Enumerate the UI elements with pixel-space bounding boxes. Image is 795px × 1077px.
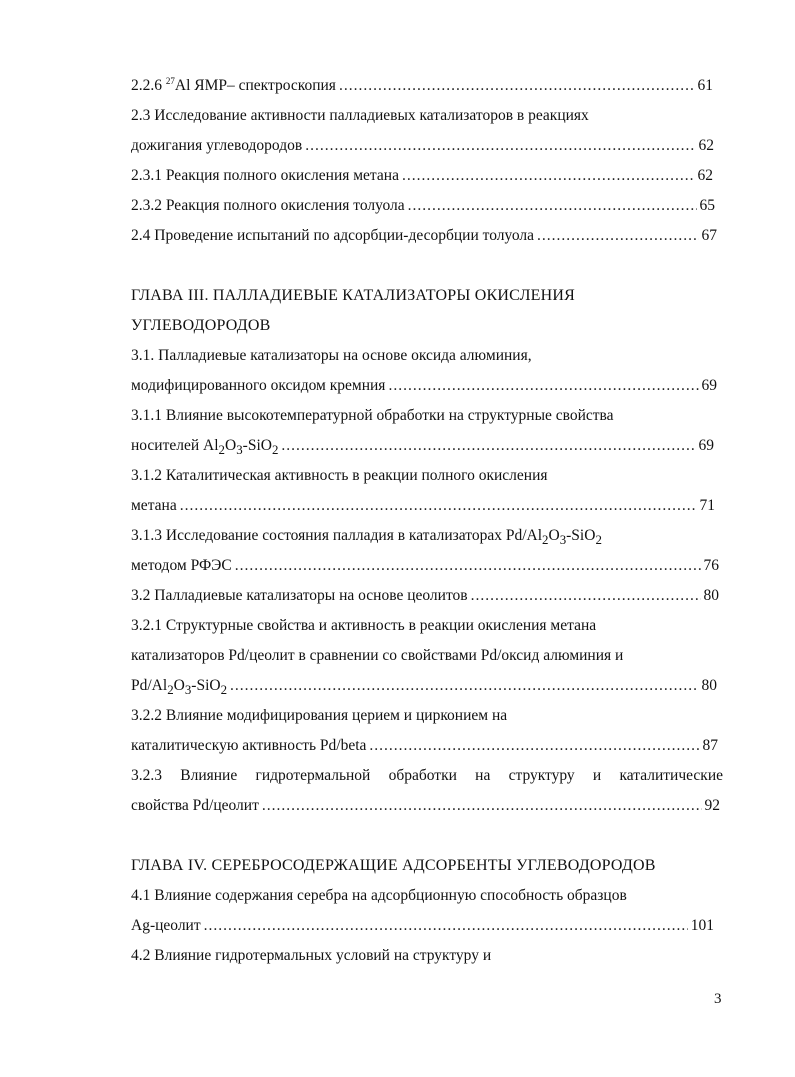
toc-entry-3-2-1	[131, 676, 717, 700]
toc-page-number: 61	[697, 77, 713, 94]
leader-dots	[204, 916, 688, 936]
leader-dots	[339, 76, 695, 96]
toc-entry-4-2-line1: 4.2 Влияние гидротермальных условий на структуру и	[131, 947, 492, 964]
chapter-3-heading-line1: ГЛАВА III. ПАЛЛАДИЕВЫЕ КАТАЛИЗАТОРЫ ОКИСЛЕНИЯ	[131, 287, 576, 304]
toc-page-number: 71	[699, 497, 715, 514]
leader-dots	[235, 556, 701, 576]
toc-entry-title: 2.3.2 Реакция полного окисления толуола	[131, 197, 405, 214]
leader-dots	[471, 586, 701, 606]
toc-entry-title: метана	[131, 497, 177, 514]
toc-entry-title: 3.2 Палладиевые катализаторы на основе цеолитов	[131, 587, 468, 604]
toc-entry-3-1-3-line1: 3.1.3 Исследование состояния палладия в катализаторах $Pd/Al_2O_3-SiO_2$	[131, 527, 602, 548]
toc-entry-3-2-2-line1: 3.2.2 Влияние модифицирования церием и цирконием на	[131, 707, 508, 724]
toc-entry-2-4	[131, 226, 717, 246]
leader-dots	[402, 166, 695, 186]
toc-page-number: 76	[703, 557, 719, 574]
toc-entry-3-2-2	[131, 736, 718, 756]
leader-dots	[388, 376, 698, 396]
toc-entry-title: свойства Pd/цеолит	[131, 797, 259, 814]
toc-entry-3-1-2-line1: 3.1.2 Каталитическая активность в реакции полного окисления	[131, 467, 548, 484]
page-number: 3	[714, 991, 722, 1007]
leader-dots	[408, 196, 697, 216]
toc-page-number: 87	[702, 737, 718, 754]
toc-entry-3-2-3-line1: 3.2.3 Влияние гидротермальной обработки на структуру и каталитические	[131, 767, 723, 784]
toc-entry-title: дожигания углеводородов	[131, 137, 303, 154]
toc-entry-title: 2.3.1 Реакция полного окисления метана	[131, 167, 399, 184]
toc-entry-3-1	[131, 376, 717, 396]
toc-page-number: 62	[698, 137, 714, 154]
toc-entry-2-2-6	[131, 76, 713, 96]
toc-entry-3-2-1-line1: 3.2.1 Структурные свойства и активность в реакции окисления метана	[131, 617, 597, 634]
toc-entry-3-1-3	[131, 556, 719, 576]
toc-entry-2-3-1	[131, 166, 713, 186]
toc-page-number: 92	[704, 797, 720, 814]
toc-entry-title: методом РФЭС	[131, 557, 232, 574]
toc-entry-3-1-1	[131, 436, 714, 460]
toc-page-number: 80	[701, 677, 717, 694]
toc-entry-3-1-line1: 3.1. Палладиевые катализаторы на основе оксида алюминия,	[131, 347, 532, 364]
leader-dots	[305, 136, 695, 156]
chapter-4-heading: ГЛАВА IV. СЕРЕБРОСОДЕРЖАЩИЕ АДСОРБЕНТЫ УГЛЕВОДОРОДОВ	[131, 857, 656, 874]
toc-page-number: 65	[699, 197, 715, 214]
toc-entry-title: модифицированного оксидом кремния	[131, 377, 386, 394]
toc-entry-3-2	[131, 586, 719, 606]
toc-entry-3-2-3	[131, 796, 720, 816]
toc-entry-2-3-2	[131, 196, 715, 216]
toc-entry-3-1-1-line1: 3.1.1 Влияние высокотемпературной обработки на структурные свойства	[131, 407, 614, 424]
leader-dots	[369, 736, 699, 756]
leader-dots	[180, 496, 697, 516]
toc-entry-title: каталитическую активность Pd/beta	[131, 737, 367, 754]
toc-page-number: 67	[701, 227, 717, 244]
chapter-3-heading-line2: УГЛЕВОДОРОДОВ	[131, 317, 271, 334]
toc-page-number: 101	[690, 917, 714, 934]
toc-entry-3-2-1-line2: катализаторов Pd/цеолит в сравнении со свойствами Pd/оксид алюминия и	[131, 647, 624, 664]
leader-dots	[230, 676, 698, 696]
toc-entry-4-1-line1: 4.1 Влияние содержания серебра на адсорбционную способность образцов	[131, 887, 627, 904]
toc-entry-3-1-2	[131, 496, 715, 516]
toc-entry-title: Ag-цеолит	[131, 917, 201, 934]
toc-entry-title: носителей $Al_2O_3-SiO_2$	[131, 437, 279, 458]
toc-entry-title: $Pd/Al_2O_3-SiO_2$	[131, 677, 228, 698]
toc-entry-4-1	[131, 916, 714, 936]
toc-page-number: 62	[697, 167, 713, 184]
toc-page-number: 80	[703, 587, 719, 604]
leader-dots	[281, 436, 695, 456]
toc-entry-2-3	[131, 136, 714, 156]
toc-entry-title: 2.4 Проведение испытаний по адсорбции-десорбции толуола	[131, 227, 534, 244]
leader-dots	[537, 226, 699, 246]
leader-dots	[262, 796, 702, 816]
toc-entry-title: 2.2.6 $^{27}$Al ЯМР– спектроскопия	[131, 76, 336, 94]
toc-page-number: 69	[701, 377, 717, 394]
toc-page-number: 69	[698, 437, 714, 454]
toc-entry-2-3-line1: 2.3 Исследование активности палладиевых катализаторов в реакциях	[131, 107, 589, 124]
